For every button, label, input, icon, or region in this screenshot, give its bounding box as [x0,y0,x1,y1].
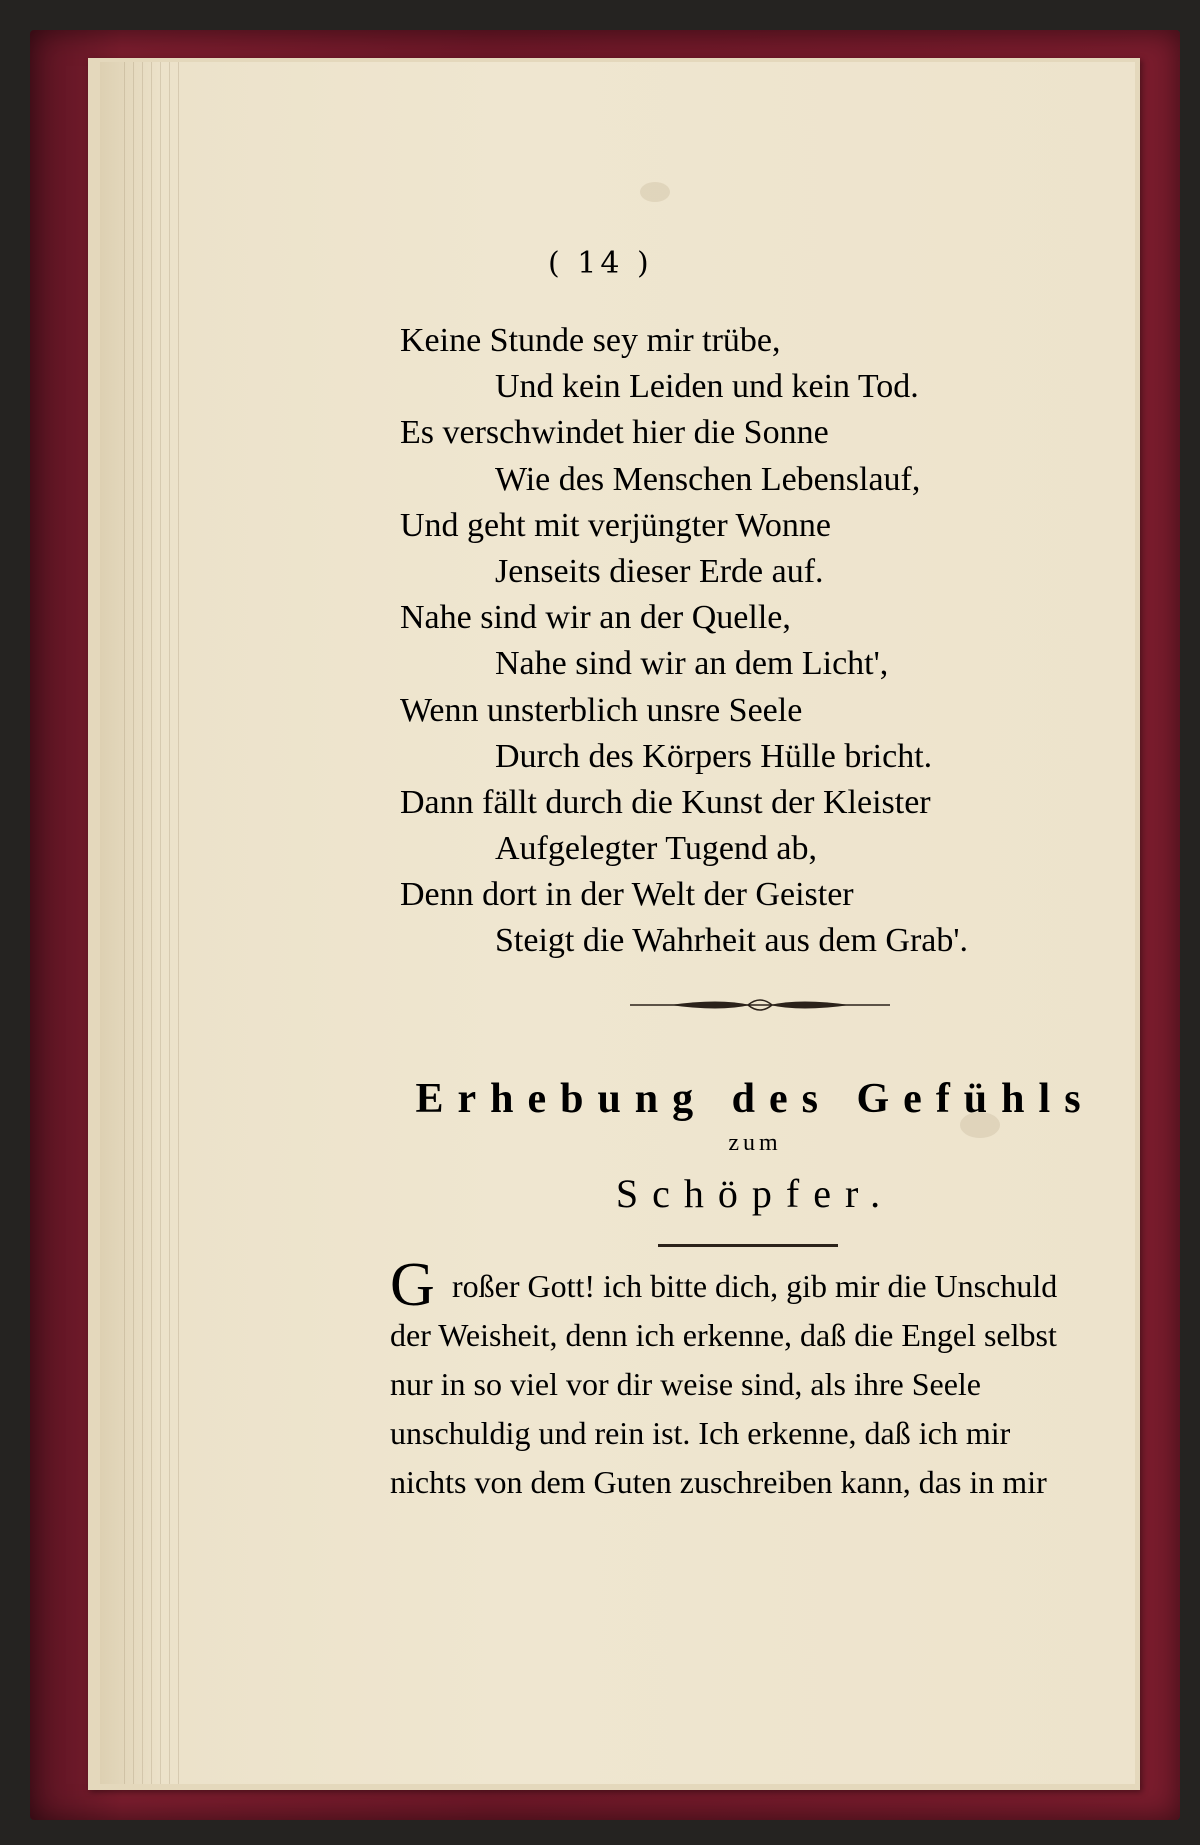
poem-line: Steigt die Wahrheit aus dem Grab'. [495,922,968,960]
poem-line: Nahe sind wir an dem Licht', [495,645,889,683]
section-title-connector: zum [728,1130,782,1156]
ornament-divider-icon [630,990,890,1020]
poem-line: Wie des Menschen Lebenslauf, [495,460,921,498]
prose-line: roßer Gott! ich bitte dich, gib mir die Unschuld [452,1268,1058,1304]
prose-line: der Weisheit, denn ich erkenne, daß die Engel selbst [390,1317,1057,1353]
poem-block [400,318,1120,965]
prose-line: nichts von dem Guten zuschreiben kann, das in mir [390,1464,1047,1500]
page-number: ( 14 ) [548,246,653,281]
poem-line: Durch des Körpers Hülle bricht. [495,737,933,775]
poem-line: Es verschwindet hier die Sonne [400,414,829,452]
section-title: Erhebung des Gefühls [415,1076,1095,1122]
gutter-page-edges [124,62,184,1784]
poem-line: Wenn unsterblich unsre Seele [400,691,803,729]
poem-line: Und kein Leiden und kein Tod. [495,368,919,406]
paper-stain [640,182,670,202]
poem-line: Jenseits dieser Erde auf. [495,552,824,590]
section-title-subject: Schöpfer. [615,1171,895,1216]
poem-line: Dann fällt durch die Kunst der Kleister [400,783,931,821]
prose-line: nur in so viel vor dir weise sind, als ihre Seele [390,1366,981,1402]
prose-line: unschuldig und rein ist. Ich erkenne, daß ich mir [390,1415,1011,1451]
drop-cap: G [390,1251,435,1319]
poem-line: Nahe sind wir an der Quelle, [400,599,791,637]
poem-line: Denn dort in der Welt der Geister [400,876,854,914]
poem-line: Und geht mit verjüngter Wonne [400,506,831,544]
prose-block [390,1262,1120,1507]
poem-line: Aufgelegter Tugend ab, [495,830,818,868]
title-rule [658,1244,838,1247]
poem-line: Keine Stunde sey mir trübe, [400,322,781,359]
